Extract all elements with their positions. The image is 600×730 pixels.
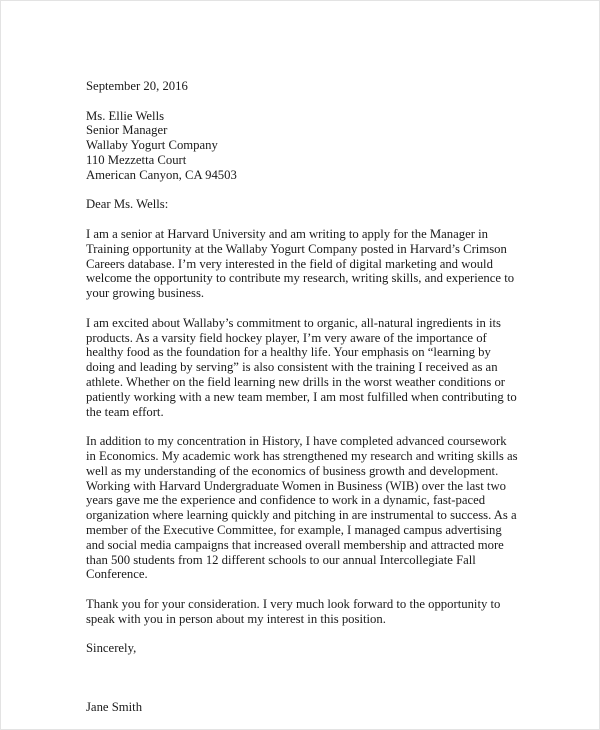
- salutation: Dear Ms. Wells:: [86, 197, 169, 212]
- body-paragraph-4: Thank you for your consideration. I very much look forward to the opportunity to speak with you in person about my interest in this position.: [86, 596, 501, 626]
- recipient-company: Wallaby Yogurt Company: [86, 138, 218, 153]
- letter-date: September 20, 2016: [86, 79, 188, 93]
- body-paragraph-2: I am excited about Wallaby’s commitment to organic, all-natural ingredients in its products. As a varsity field hockey player, I’m very aware of the importance of healthy food as the foundation for a healthy life. Your emphasis on “learning by doing and leading by serving” is also consistent with the training I received as an athlete. Whether on the field learning new drills in the worst weather conditions or patiently working with a new team member, I am most fulfilled when contributing to the team effort.: [86, 315, 517, 419]
- recipient-street: 110 Mezzetta Court: [86, 152, 187, 167]
- signature-name: Jane Smith: [86, 700, 143, 715]
- recipient-address-block: [86, 109, 519, 183]
- closing: Sincerely,: [86, 641, 137, 656]
- recipient-title: Senior Manager: [86, 123, 168, 138]
- body-paragraph-3: In addition to my concentration in History, I have completed advanced coursework in Economics. My academic work has strengthened my research and writing skills as well as my understanding of the economics of business growth and development. Working with Harvard Undergraduate Women in Business (WIB) over the last two years gave me the experience and confidence to work in a dynamic, fast-paced organization where learning quickly and pitching in are instrumental to success. As a member of the Executive Committee, for example, I managed campus advertising and social media campaigns that increased overall membership and attracted more than 500 students from 12 different schools to our annual Intercollegiate Fall Conference.: [86, 434, 518, 582]
- recipient-city-state-zip: American Canyon, CA 94503: [86, 167, 237, 182]
- body-paragraph-1: I am a senior at Harvard University and am writing to apply for the Manager in Training opportunity at the Wallaby Yogurt Company posted in Harvard’s Crimson Careers database. I’m very interested in the field of digital marketing and would welcome the opportunity to contribute my research, writing skills, and experience to your growing business.: [86, 226, 515, 301]
- recipient-name: Ms. Ellie Wells: [86, 108, 165, 123]
